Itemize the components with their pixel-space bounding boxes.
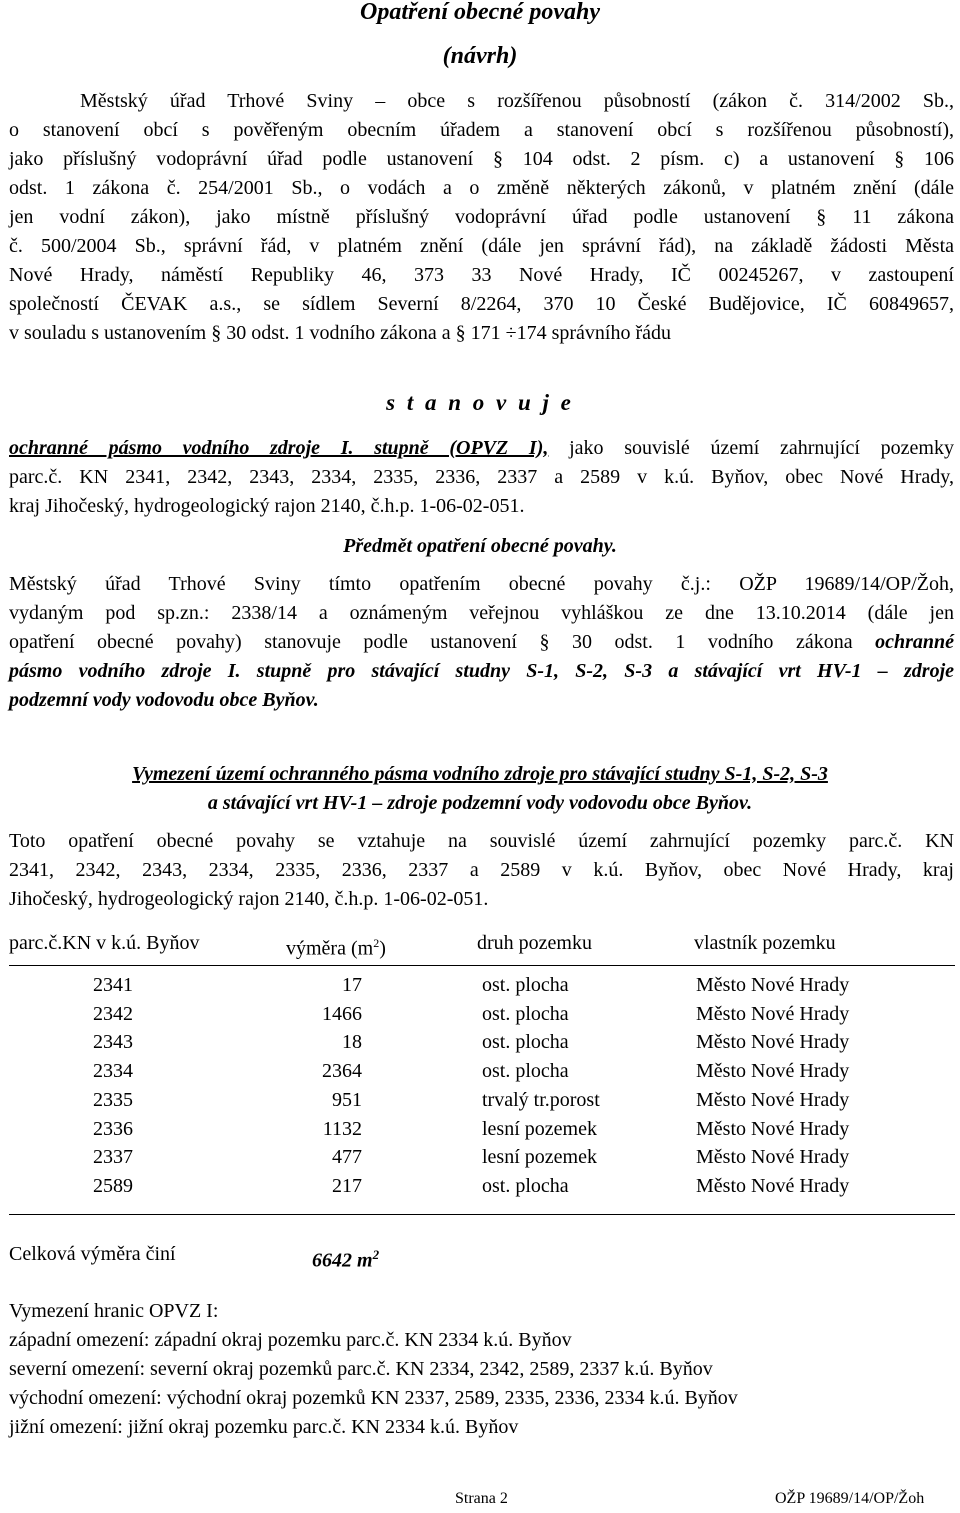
table-header-type: druh pozemku: [477, 932, 592, 954]
cell-type: ost. plocha: [482, 974, 569, 996]
intro-line: společností ČEVAK a.s., se sídlem Severní 8/2264, 370 10 České Budějovice, IČ 60849657,: [9, 293, 954, 315]
table-header-parcel: parc.č.KN v k.ú. Byňov: [9, 932, 200, 954]
zone-line: parc.č. KN 2341, 2342, 2343, 2334, 2335, 2336, 2337 a 2589 v k.ú. Byňov, obec Nové Hrady,: [9, 466, 954, 488]
cell-owner: Město Nové Hrady: [696, 1002, 850, 1025]
cell-area: 17: [342, 974, 362, 996]
zone-desc: jako souvislé území zahrnující pozemky: [548, 437, 954, 459]
delimitation-paragraph: [9, 827, 954, 914]
cell-owner: Město Nové Hrady: [696, 1031, 850, 1054]
table-row: [0, 1115, 960, 1144]
page-number: Strana 2: [455, 1490, 508, 1507]
document-title: Opatření obecné povahy: [360, 0, 600, 25]
table-row: [0, 1143, 960, 1172]
subject-line: podzemní vody vodovodu obce Byňov.: [9, 689, 319, 711]
cell-type: ost. plocha: [482, 1174, 569, 1197]
cell-type: ost. plocha: [482, 1031, 569, 1054]
stanovuje-heading: s t a n o v u j e: [386, 390, 574, 415]
intro-line: Nové Hrady, náměstí Republiky 46, 373 33 Nové Hrady, IČ 00245267, v zastoupení: [9, 264, 954, 286]
cell-area: 18: [342, 1031, 362, 1054]
intro-line: o stanovení obcí s pověřeným obecním úřadem a stanovení obcí s rozšířenou působností),: [9, 119, 954, 141]
intro-paragraph-rest: [9, 116, 954, 348]
delimitation-line: 2341, 2342, 2343, 2334, 2335, 2336, 2337 a 2589 v k.ú. Byňov, obec Nové Hrady, kraj: [9, 859, 954, 881]
intro-line: v souladu s ustanovením § 30 odst. 1 vodního zákona a § 171 ÷174 správního řádu: [9, 322, 672, 344]
subject-paragraph: [9, 570, 954, 715]
table-top-rule: [9, 965, 955, 966]
delimitation-line: Toto opatření obecné povahy se vztahuje na souvislé území zahrnující pozemky parc.č. KN: [9, 830, 954, 852]
table-row: [0, 1057, 960, 1086]
cell-parcel: 2589: [93, 1174, 133, 1197]
document-subtitle: (návrh): [442, 43, 518, 69]
cell-type: lesní pozemek: [482, 1146, 597, 1169]
subject-line: pásmo vodního zdroje I. stupně pro stávající studny S-1, S-2, S-3 a stávající vrt HV-1 – zdroje: [9, 660, 954, 682]
cell-area: 2364: [322, 1060, 362, 1083]
document-reference: OŽP 19689/14/OP/Žoh: [775, 1490, 925, 1507]
subject-heading: Předmět opatření obecné povahy.: [343, 535, 617, 557]
cell-area: 1132: [322, 1117, 362, 1140]
table-row: [0, 1028, 960, 1057]
boundary-south: jižní omezení: jižní okraj pozemku parc.č. KN 2334 k.ú. Byňov: [9, 1416, 519, 1438]
intro-line: č. 500/2004 Sb., správní řád, v platném znění (dále jen správní řád), na základě žádosti Města: [9, 235, 954, 257]
cell-area: 217: [332, 1174, 362, 1197]
intro-line: odst. 1 zákona č. 254/2001 Sb., o vodách a o změně některých zákonů, v platném znění (dále: [9, 177, 954, 199]
zone-line: [9, 434, 954, 463]
boundary-east: východní omezení: východní okraj pozemků KN 2337, 2589, 2335, 2336, 2334 k.ú. Byňov: [9, 1387, 738, 1409]
cell-type: ost. plocha: [482, 1002, 569, 1025]
boundary-west: západní omezení: západní okraj pozemku parc.č. KN 2334 k.ú. Byňov: [9, 1329, 572, 1351]
cell-parcel: 2341: [93, 974, 133, 996]
boundaries-heading: Vymezení hranic OPVZ I:: [9, 1300, 219, 1322]
cell-area: 951: [332, 1088, 362, 1111]
cell-owner: Město Nové Hrady: [696, 1060, 850, 1083]
table-row: [0, 1000, 960, 1029]
table-row: [0, 1086, 960, 1115]
intro-line: Městský úřad Trhové Sviny – obce s rozšířenou působností (zákon č. 314/2002 Sb.,: [80, 90, 954, 112]
table-row: [0, 971, 960, 1000]
cell-owner: Město Nové Hrady: [696, 1117, 850, 1140]
cell-parcel: 2343: [93, 1031, 133, 1054]
cell-owner: Město Nové Hrady: [696, 974, 850, 996]
zone-paragraph: [9, 434, 954, 521]
cell-parcel: 2342: [93, 1002, 133, 1025]
intro-paragraph: [80, 87, 954, 116]
subject-line: vydaným pod sp.zn.: 2338/14 a oznámeným veřejnou vyhláškou ze dne 13.10.2014 (dále jen: [9, 602, 954, 624]
delimitation-line: Jihočeský, hydrogeologický rajon 2140, č.h.p. 1-06-02-051.: [9, 888, 489, 910]
cell-parcel: 2336: [93, 1117, 133, 1140]
table-header-owner: vlastník pozemku: [694, 932, 836, 954]
cell-type: ost. plocha: [482, 1060, 569, 1083]
zone-name: ochranné pásmo vodního zdroje I. stupně (OPVZ I),: [9, 437, 549, 459]
cell-owner: Město Nové Hrady: [696, 1174, 850, 1197]
zone-line: kraj Jihočeský, hydrogeologický rajon 2140, č.h.p. 1-06-02-051.: [9, 495, 525, 517]
cell-owner: Město Nové Hrady: [696, 1146, 850, 1169]
cell-parcel: 2337: [93, 1146, 133, 1169]
delimitation-heading-1: Vymezení území ochranného pásma vodního zdroje pro stávající studny S-1, S-2, S-3: [132, 763, 828, 785]
cell-type: trvalý tr.porost: [482, 1088, 600, 1111]
table-row: [0, 1172, 960, 1201]
table-header-area: výměra $(m^2)$: [286, 936, 386, 960]
cell-parcel: 2334: [93, 1060, 133, 1083]
table-bottom-rule: [9, 1214, 955, 1215]
total-value: 6642 $m^2$: [312, 1247, 380, 1272]
cell-area: 477: [332, 1146, 362, 1169]
total-label: Celková výměra činí: [9, 1243, 176, 1265]
intro-line: jen vodní zákon), jako místně příslušný vodoprávní úřad podle ustanovení § 11 zákona: [9, 206, 954, 228]
intro-line: jako příslušný vodoprávní úřad podle ustanovení § 104 odst. 2 písm. c) a ustanovení § 106: [9, 148, 954, 170]
cell-type: lesní pozemek: [482, 1117, 597, 1140]
cell-owner: Město Nové Hrady: [696, 1088, 850, 1111]
subject-line: opatření obecné povahy) stanovuje podle ustanovení § 30 odst. 1 vodního zákona ochranné: [9, 631, 954, 653]
boundaries-section: [9, 1297, 954, 1442]
delimitation-heading-2: a stávající vrt HV-1 – zdroje podzemní vody vodovodu obce Byňov.: [207, 792, 753, 814]
subject-line: Městský úřad Trhové Sviny tímto opatřením obecné povahy č.j.: OŽP 19689/14/OP/Žoh,: [9, 573, 954, 595]
boundary-north: severní omezení: severní okraj pozemků parc.č. KN 2334, 2342, 2589, 2337 k.ú. Byňov: [9, 1358, 713, 1380]
cell-area: 1466: [322, 1002, 362, 1025]
cell-parcel: 2335: [93, 1088, 133, 1111]
